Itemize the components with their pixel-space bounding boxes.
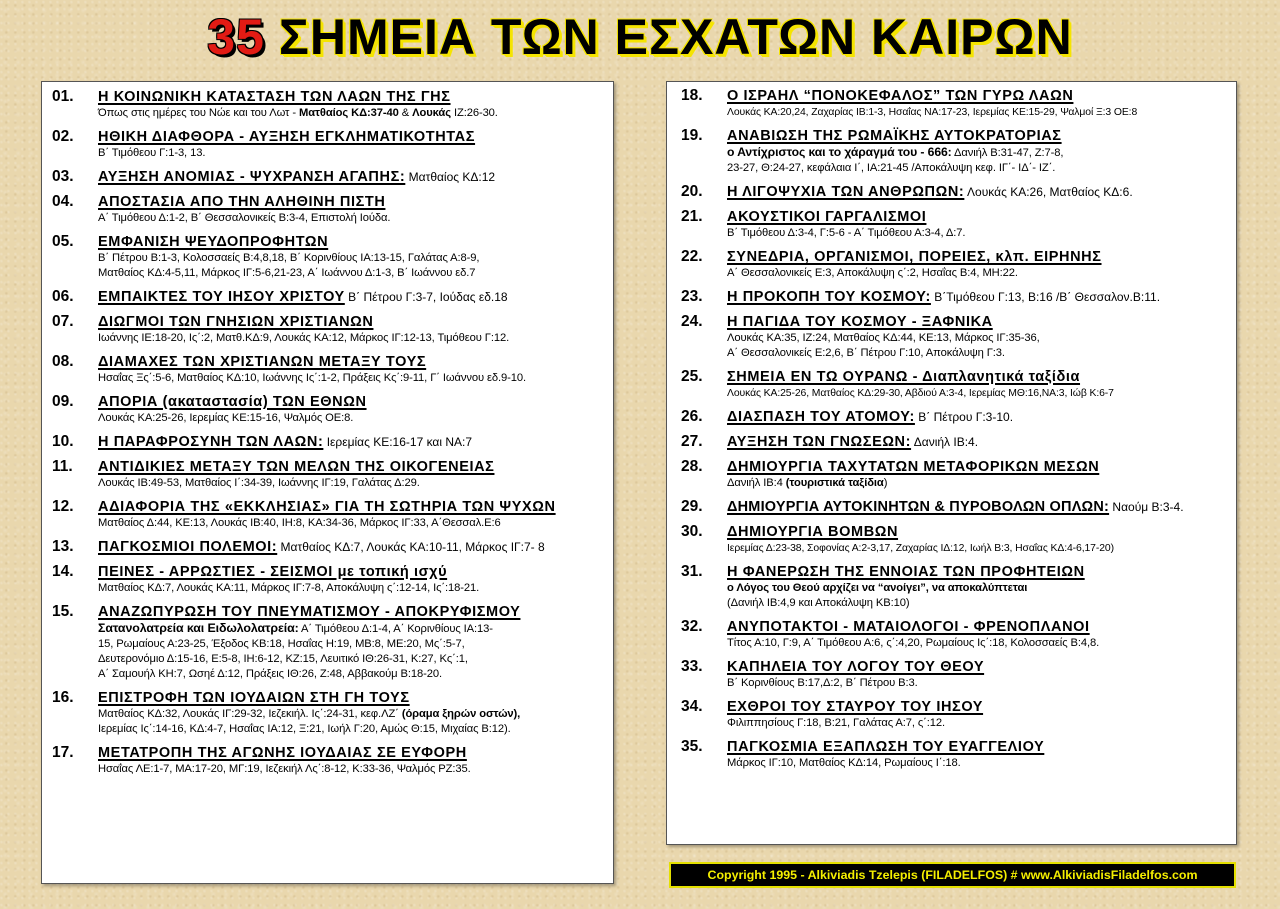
list-item bbox=[52, 689, 605, 737]
title-text: ΣΗΜΕΙΑ ΤΩΝ ΕΣΧΑΤΩΝ ΚΑΙΡΩΝ bbox=[278, 9, 1073, 65]
item-title: Η ΦΑΝΕΡΩΣΗ ΤΗΣ ΕΝΝΟΙΑΣ ΤΩΝ ΠΡΟΦΗΤΕΙΩΝ bbox=[727, 564, 1085, 580]
item-title: Ο ΙΣΡΑΗΛ “ΠΟΝΟΚΕΦΑΛΟΣ” ΤΩΝ ΓΥΡΩ ΛΑΩΝ bbox=[727, 88, 1074, 104]
list-item bbox=[681, 458, 1228, 491]
title-number: 35 bbox=[207, 9, 265, 65]
list-item bbox=[52, 393, 605, 426]
list-item bbox=[52, 498, 605, 531]
item-title: Η ΛΙΓΟΨΥΧΙΑ ΤΩΝ ΑΝΘΡΩΠΩΝ: bbox=[727, 184, 965, 200]
item-title: ΔΙΑΣΠΑΣΗ ΤΟΥ ΑΤΟΜΟΥ: bbox=[727, 409, 915, 425]
item-references: Λουκάς ΚΑ:20,24, Ζαχαρίας ΙΒ:1-3, Ησαΐας ΝΑ:17-23, Ιερεμίας ΚΕ:15-29, Ψαλμοί Ξ:3 ΟΕ:8 bbox=[727, 107, 1138, 118]
item-number: 01. bbox=[52, 88, 74, 105]
item-number: 09. bbox=[52, 393, 74, 410]
list-item bbox=[52, 168, 605, 186]
item-number: 20. bbox=[681, 183, 703, 200]
item-references: Λουκάς ΚΑ:25-26, Ιερεμίας ΚΕ:15-16, Ψαλμός ΟΕ:8. bbox=[98, 412, 354, 424]
list-item bbox=[52, 563, 605, 596]
list-item bbox=[681, 698, 1228, 731]
item-references: Α΄ Θεσσαλονικείς Ε:3, Αποκάλυψη ς΄:2, Ησαΐας Β:4, ΜΗ:22. bbox=[727, 267, 1018, 279]
list-item bbox=[52, 193, 605, 226]
item-number: 33. bbox=[681, 658, 703, 675]
item-number: 28. bbox=[681, 458, 703, 475]
list-item bbox=[52, 288, 605, 306]
item-references: Λουκάς ΚΑ:26, Ματθαίος ΚΔ:6. bbox=[964, 185, 1133, 199]
item-references: Β΄ Κορινθίους Β:17,Δ:2, Β΄ Πέτρου Β:3. bbox=[727, 677, 918, 689]
item-number: 35. bbox=[681, 738, 703, 755]
list-item bbox=[681, 563, 1228, 611]
item-references: Ιερεμίας Δ:23-38, Σοφονίας Α:2-3,17, Ζαχαρίας ΙΔ:12, Ιωήλ Β:3, Ησαΐας ΚΔ:4-6,17-20) bbox=[727, 543, 1114, 554]
item-title: ΑΝΑΒΙΩΣΗ ΤΗΣ ΡΩΜΑΪΚΗΣ ΑΥΤΟΚΡΑΤΟΡΙΑΣ bbox=[727, 128, 1062, 144]
item-number: 31. bbox=[681, 563, 703, 580]
list-item bbox=[681, 248, 1228, 281]
item-number: 16. bbox=[52, 689, 74, 706]
item-number: 07. bbox=[52, 313, 74, 330]
list-item bbox=[681, 87, 1228, 120]
item-number: 11. bbox=[52, 458, 73, 475]
item-references: Ματθαίος ΚΔ:4-5,11, Μάρκος ΙΓ:5-6,21-23, Α΄ Ιωάννου Δ:1-3, Β΄ Ιωάννου εδ.7 bbox=[98, 267, 476, 279]
item-references: 15, Ρωμαίους Α:23-25, Έξοδος ΚΒ:18, Ησαΐας Η:19, ΜΒ:8, ΜΕ:20, Μς΄:5-7, bbox=[98, 638, 465, 650]
item-title: ΔΗΜΙΟΥΡΓΙΑ ΒΟΜΒΩΝ bbox=[727, 524, 899, 540]
list-item bbox=[681, 433, 1228, 451]
item-references: Α΄ Τιμόθεου Δ:1-2, Β΄ Θεσσαλονικείς Β:3-4, Επιστολή Ιούδα. bbox=[98, 212, 391, 224]
item-title: ΕΠΙΣΤΡΟΦΗ ΤΩΝ ΙΟΥΔΑΙΩΝ ΣΤΗ ΓΗ ΤΟΥΣ bbox=[98, 690, 410, 706]
list-item bbox=[52, 433, 605, 451]
item-title: ΑΥΞΗΣΗ ΑΝΟΜΙΑΣ - ΨΥΧΡΑΝΣΗ ΑΓΑΠΗΣ: bbox=[98, 169, 406, 185]
item-number: 04. bbox=[52, 193, 74, 210]
list-item bbox=[52, 458, 605, 491]
item-title: ΠΕΙΝΕΣ - ΑΡΡΩΣΤΙΕΣ - ΣΕΙΣΜΟΙ με τοπική ισχύ bbox=[98, 564, 448, 580]
list-item bbox=[681, 313, 1228, 361]
item-references: Λουκάς ΚΑ:25-26, Ματθαίος ΚΔ:29-30, Αβδιού Α:3-4, Ιερεμίας ΜΘ:16,ΝΑ:3, Ιώβ Κ:6-7 bbox=[727, 388, 1114, 399]
item-title: ΑΝΤΙΔΙΚΙΕΣ ΜΕΤΑΞΥ ΤΩΝ ΜΕΛΩΝ ΤΗΣ ΟΙΚΟΓΕΝΕΙΑΣ bbox=[98, 459, 495, 475]
item-references: Φιλιππησίους Γ:18, Β:21, Γαλάτας Α:7, ς΄:12. bbox=[727, 717, 946, 729]
item-title: ΠΑΓΚΟΣΜΙΟΙ ΠΟΛΕΜΟΙ: bbox=[98, 539, 278, 555]
item-number: 21. bbox=[681, 208, 703, 225]
item-references: Όπως στις ημέρες του Νώε και του Λωτ - Ματθαίος ΚΔ:37-40 & Λουκάς ΙΖ:26-30. bbox=[98, 107, 498, 119]
item-references: 23-27, Θ:24-27, κεφάλαια Ι΄, ΙΑ:21-45 /Αποκάλυψη κεφ. ΙΓ΄- ΙΔ΄- ΙΖ΄. bbox=[727, 162, 1056, 174]
item-number: 05. bbox=[52, 233, 74, 250]
item-references: Ιερεμίας Ις΄:14-16, ΚΔ:4-7, Ησαΐας ΙΑ:12, Ξ:21, Ιωήλ Γ:20, Αμώς Θ:15, Μιχαίας Β:12). bbox=[98, 723, 511, 735]
item-title: ΚΑΠΗΛΕΙΑ ΤΟΥ ΛΟΓΟΥ ΤΟΥ ΘΕΟΥ bbox=[727, 659, 985, 675]
item-number: 08. bbox=[52, 353, 74, 370]
item-number: 03. bbox=[52, 168, 74, 185]
page-title bbox=[0, 4, 1280, 70]
item-references: Σατανολατρεία και Ειδωλολατρεία: Α΄ Τιμόθεου Δ:1-4, Α΄ Κορινθίους ΙΑ:13- bbox=[98, 621, 493, 635]
item-references: Δευτερονόμιο Δ:15-16, Ε:5-8, ΙΗ:6-12, ΚΖ:15, Λευιτικό ΙΘ:26-31, Κ:27, Κς΄:1, bbox=[98, 653, 468, 665]
item-title: ΕΜΦΑΝΙΣΗ ΨΕΥΔΟΠΡΟΦΗΤΩΝ bbox=[98, 234, 329, 250]
item-number: 22. bbox=[681, 248, 703, 265]
list-item bbox=[52, 744, 605, 777]
item-title: Η ΠΑΓΙΔΑ ΤΟΥ ΚΟΣΜΟΥ - ΞΑΦΝΙΚΑ bbox=[727, 314, 993, 330]
item-references: (Δανιήλ ΙΒ:4,9 και Αποκάλυψη ΚΒ:10) bbox=[727, 597, 910, 609]
item-title: ΜΕΤΑΤΡΟΠΗ ΤΗΣ ΑΓΩΝΗΣ ΙΟΥΔΑΙΑΣ ΣΕ ΕΥΦΟΡΗ bbox=[98, 745, 467, 761]
item-references: ο Λόγος του Θεού αρχίζει να “ανοίγει”, να αποκαλύπτεται bbox=[727, 582, 1028, 594]
list-item bbox=[681, 368, 1228, 401]
item-number: 25. bbox=[681, 368, 703, 385]
item-references: Α΄ Θεσσαλονικείς Ε:2,6, Β΄ Πέτρου Γ:10, Αποκάλυψη Γ:3. bbox=[727, 347, 1005, 359]
item-number: 18. bbox=[681, 87, 703, 104]
list-item bbox=[681, 738, 1228, 771]
item-number: 19. bbox=[681, 127, 703, 144]
item-references: Β΄ Πέτρου Β:1-3, Κολοσσαείς Β:4,8,18, Β΄ Κορινθίους ΙΑ:13-15, Γαλάτας Α:8-9, bbox=[98, 252, 480, 264]
item-title: ΑΔΙΑΦΟΡΙΑ ΤΗΣ «ΕΚΚΛΗΣΙΑΣ» ΓΙΑ ΤΗ ΣΩΤΗΡΙΑ ΤΩΝ ΨΥΧΩΝ bbox=[98, 499, 556, 515]
item-references: Β΄ Τιμόθεου Δ:3-4, Γ:5-6 - Α΄ Τιμόθεου Α:3-4, Δ:7. bbox=[727, 227, 966, 239]
item-number: 02. bbox=[52, 128, 74, 145]
item-references: Β΄ Τιμόθεου Γ:1-3, 13. bbox=[98, 147, 206, 159]
item-title: ΑΠΟΡΙΑ (ακαταστασία) ΤΩΝ ΕΘΝΩΝ bbox=[98, 394, 367, 410]
item-references: Ησαΐας Ξς΄:5-6, Ματθαίος ΚΔ:10, Ιωάννης Ις΄:1-2, Πράξεις Κς΄:9-11, Γ΄ Ιωάννου εδ.9-10. bbox=[98, 372, 527, 384]
item-number: 32. bbox=[681, 618, 703, 635]
item-references: Λουκάς ΙΒ:49-53, Ματθαίος Ι΄:34-39, Ιωάννης ΙΓ:19, Γαλάτας Δ:29. bbox=[98, 477, 420, 489]
signs-list-right bbox=[666, 81, 1237, 845]
item-references: Β΄ Πέτρου Γ:3-10. bbox=[914, 410, 1014, 424]
list-item bbox=[681, 618, 1228, 651]
item-references: Ιωάννης ΙΕ:18-20, Ις΄:2, Ματθ.ΚΔ:9, Λουκάς ΚΑ:12, Μάρκος ΙΓ:12-13, Τιμόθεου Γ:12. bbox=[98, 332, 510, 344]
item-title: ΔΗΜΙΟΥΡΓΙΑ ΑΥΤΟΚΙΝΗΤΩΝ & ΠΥΡΟΒΟΛΩΝ ΟΠΛΩΝ: bbox=[727, 499, 1110, 515]
item-references: Δανιήλ ΙΒ:4 (τουριστικά ταξίδια) bbox=[727, 477, 888, 489]
list-item bbox=[681, 523, 1228, 556]
item-references: Ματθαίος ΚΔ:7, Λουκάς ΚΑ:11, Μάρκος ΙΓ:7-8, Αποκάλυψη ς΄:12-14, Ις΄:18-21. bbox=[98, 582, 480, 594]
item-references: Ναούμ Β:3-4. bbox=[1109, 500, 1184, 514]
item-references: Ματθαίος ΚΔ:32, Λουκάς ΙΓ:29-32, Ιεζεκιήλ. Ις΄:24-31, κεφ.ΛΖ΄ (όραμα ξηρών οστών), bbox=[98, 708, 521, 720]
item-references: Δανιήλ ΙΒ:4. bbox=[911, 435, 979, 449]
item-references: Β΄Τιμόθεου Γ:13, Β:16 /Β΄ Θεσσαλον.Β:11. bbox=[930, 290, 1161, 304]
list-item bbox=[52, 353, 605, 386]
item-title: Η ΠΡΟΚΟΠΗ ΤΟΥ ΚΟΣΜΟΥ: bbox=[727, 289, 931, 305]
item-references: Ματθαίος Δ:44, ΚΕ:13, Λουκάς ΙΒ:40, ΙΗ:8, ΚΑ:34-36, Μάρκος ΙΓ:33, Α΄Θεσσαλ.Ε:6 bbox=[98, 517, 501, 529]
signs-list-left bbox=[41, 81, 614, 884]
list-item bbox=[681, 408, 1228, 426]
list-item bbox=[681, 658, 1228, 691]
item-title: ΑΠΟΣΤΑΣΙΑ ΑΠΟ ΤΗΝ ΑΛΗΘΙΝΗ ΠΙΣΤΗ bbox=[98, 194, 386, 210]
item-references: Μάρκος ΙΓ:10, Ματθαίος ΚΔ:14, Ρωμαίους Ι΄:18. bbox=[727, 757, 961, 769]
list-item bbox=[52, 603, 605, 682]
item-references: Α΄ Σαμουήλ ΚΗ:7, Ωσηέ Δ:12, Πράξεις ΙΘ:26, Ζ:48, Αββακούμ Β:18-20. bbox=[98, 668, 442, 680]
list-item bbox=[681, 288, 1228, 306]
item-title: ΑΥΞΗΣΗ ΤΩΝ ΓΝΩΣΕΩΝ: bbox=[727, 434, 912, 450]
item-number: 06. bbox=[52, 288, 74, 305]
list-item bbox=[52, 538, 605, 556]
item-references: Λουκάς ΚΑ:35, ΙΖ:24, Ματθαίος ΚΔ:44, ΚΕ:13, Μάρκος ΙΓ:35-36, bbox=[727, 332, 1040, 344]
item-number: 12. bbox=[52, 498, 74, 515]
item-title: ΔΙΩΓΜΟΙ ΤΩΝ ΓΝΗΣΙΩΝ ΧΡΙΣΤΙΑΝΩΝ bbox=[98, 314, 374, 330]
item-references: Ιερεμίας ΚΕ:16-17 και ΝΑ:7 bbox=[323, 435, 473, 449]
item-title: ΔΗΜΙΟΥΡΓΙΑ ΤΑΧΥΤΑΤΩΝ ΜΕΤΑΦΟΡΙΚΩΝ ΜΕΣΩΝ bbox=[727, 459, 1100, 475]
list-item bbox=[681, 498, 1228, 516]
item-title: ΔΙΑΜΑΧΕΣ ΤΩΝ ΧΡΙΣΤΙΑΝΩΝ ΜΕΤΑΞΥ ΤΟΥΣ bbox=[98, 354, 427, 370]
item-references: Τίτος Α:10, Γ:9, Α΄ Τιμόθεου Α:6, ς΄:4,20, Ρωμαίους Ις΄:18, Κολοσσαείς Β:4,8. bbox=[727, 637, 1100, 649]
item-number: 29. bbox=[681, 498, 703, 515]
item-number: 24. bbox=[681, 313, 703, 330]
list-item bbox=[681, 183, 1228, 201]
item-references: Ματθαίος ΚΔ:12 bbox=[405, 170, 496, 184]
item-number: 34. bbox=[681, 698, 703, 715]
copyright-banner: Copyright 1995 - Alkiviadis Tzelepis (FILADELFOS) # www.AlkiviadisFiladelfos.com bbox=[669, 862, 1236, 888]
item-title: ΑΝΑΖΩΠΥΡΩΣΗ ΤΟΥ ΠΝΕΥΜΑΤΙΣΜΟΥ - ΑΠΟΚΡΥΦΙΣΜΟΥ bbox=[98, 604, 521, 620]
item-title: ΣΗΜΕΙΑ ΕΝ ΤΩ ΟΥΡΑΝΩ - Διαπλανητικά ταξίδια bbox=[727, 369, 1081, 385]
list-item bbox=[681, 208, 1228, 241]
list-item bbox=[52, 233, 605, 281]
item-number: 10. bbox=[52, 433, 74, 450]
item-number: 14. bbox=[52, 563, 74, 580]
item-number: 15. bbox=[52, 603, 74, 620]
item-references: Ματθαίος ΚΔ:7, Λουκάς ΚΑ:10-11, Μάρκος ΙΓ:7- 8 bbox=[277, 540, 545, 554]
list-item bbox=[52, 88, 605, 121]
list-item bbox=[681, 127, 1228, 176]
item-title: ΣΥΝΕΔΡΙΑ, ΟΡΓΑΝΙΣΜΟΙ, ΠΟΡΕΙΕΣ, κλπ. ΕΙΡΗΝΗΣ bbox=[727, 249, 1102, 265]
item-title: ΑΝΥΠΟΤΑΚΤΟΙ - ΜΑΤΑΙΟΛΟΓΟΙ - ΦΡΕΝΟΠΛΑΝΟΙ bbox=[727, 619, 1090, 635]
item-number: 30. bbox=[681, 523, 703, 540]
item-title: ΑΚΟΥΣΤΙΚΟΙ ΓΑΡΓΑΛΙΣΜΟΙ bbox=[727, 209, 927, 225]
item-title: ΕΧΘΡΟΙ ΤΟΥ ΣΤΑΥΡΟΥ ΤΟΥ ΙΗΣΟΥ bbox=[727, 699, 984, 715]
list-item bbox=[52, 313, 605, 346]
item-title: Η ΚΟΙΝΩΝΙΚΗ ΚΑΤΑΣΤΑΣΗ ΤΩΝ ΛΑΩΝ ΤΗΣ ΓΗΣ bbox=[98, 89, 451, 105]
item-references: ο Αντίχριστος και το χάραγμά του - 666: Δανιήλ Β:31-47, Ζ:7-8, bbox=[727, 145, 1064, 159]
item-number: 26. bbox=[681, 408, 703, 425]
item-number: 17. bbox=[52, 744, 74, 761]
list-item bbox=[52, 128, 605, 161]
item-title: ΗΘΙΚΗ ΔΙΑΦΘΟΡΑ - ΑΥΞΗΣΗ ΕΓΚΛΗΜΑΤΙΚΟΤΗΤΑΣ bbox=[98, 129, 476, 145]
item-title: ΠΑΓΚΟΣΜΙΑ ΕΞΑΠΛΩΣΗ ΤΟΥ ΕΥΑΓΓΕΛΙΟΥ bbox=[727, 739, 1045, 755]
item-references: Ησαΐας ΛΕ:1-7, ΜΑ:17-20, ΜΓ:19, Ιεζεκιήλ Λς΄:8-12, Κ:33-36, Ψαλμός ΡΖ:35. bbox=[98, 763, 471, 775]
item-title: ΕΜΠΑΙΚΤΕΣ ΤΟΥ ΙΗΣΟΥ ΧΡΙΣΤΟΥ bbox=[98, 289, 345, 305]
item-number: 27. bbox=[681, 433, 703, 450]
item-number: 23. bbox=[681, 288, 703, 305]
item-number: 13. bbox=[52, 538, 74, 555]
item-title: Η ΠΑΡΑΦΡΟΣΥΝΗ ΤΩΝ ΛΑΩΝ: bbox=[98, 434, 324, 450]
item-references: Β΄ Πέτρου Γ:3-7, Ιούδας εδ.18 bbox=[344, 290, 508, 304]
